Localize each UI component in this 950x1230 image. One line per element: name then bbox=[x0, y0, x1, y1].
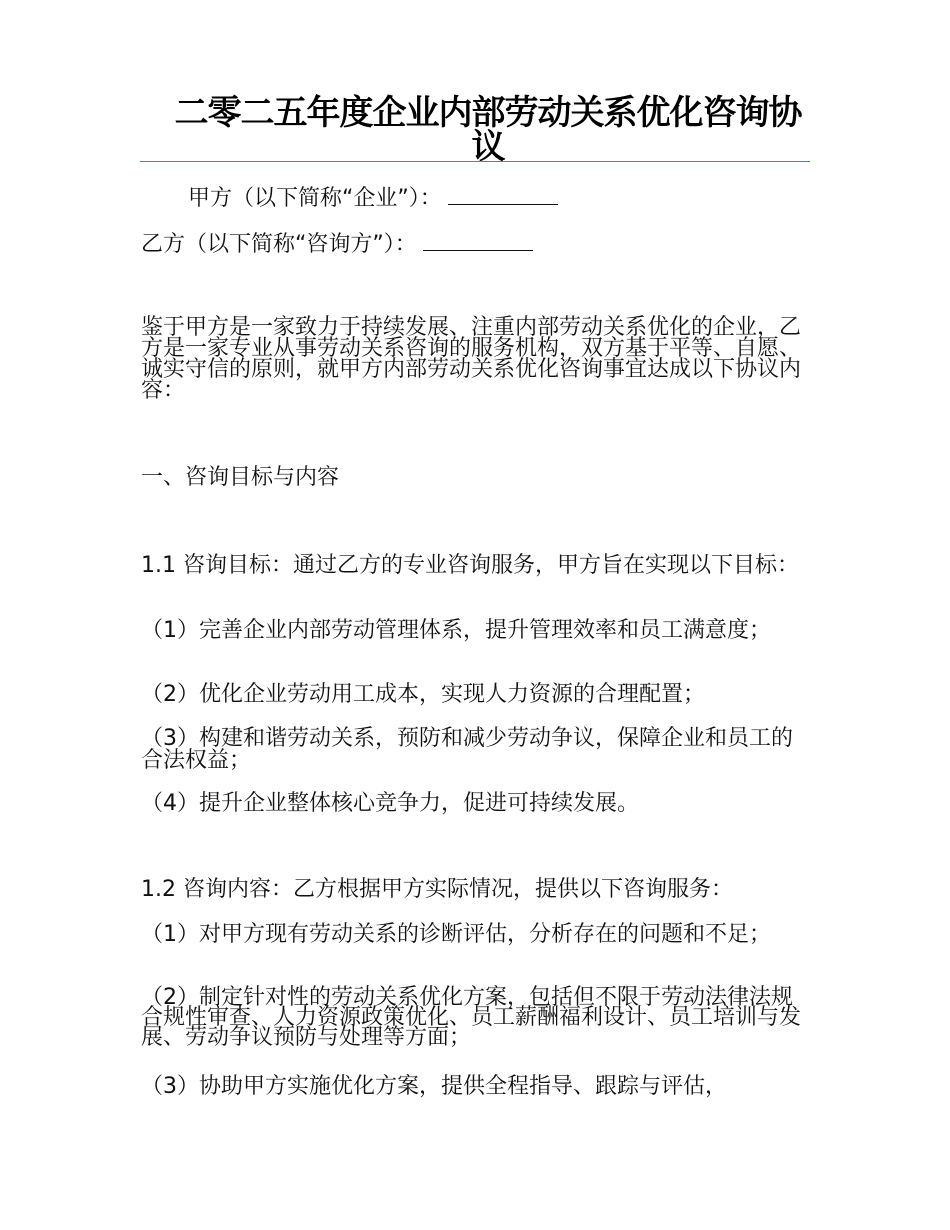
preamble-paragraph: 鉴于甲方是一家致力于持续发展、注重内部劳动关系优化的企业，乙方是一家专业从事劳动关系咨询的服务机构，双方基于平等、自愿、诚实守信的原则，就甲方内部劳动关系优化咨询事宜达成以下协议内容： bbox=[141, 315, 802, 403]
party-b-label: 乙方（以下简称“咨询方”）： bbox=[141, 232, 417, 257]
content-item-1: （1）对甲方现有劳动关系的诊断评估，分析存在的问题和不足； bbox=[141, 922, 771, 947]
party-a-line bbox=[188, 184, 860, 210]
goal-item-1: （1）完善企业内部劳动管理体系，提升管理效率和员工满意度； bbox=[141, 618, 771, 643]
party-b-blank bbox=[423, 230, 533, 251]
content-item-2: （2）制定针对性的劳动关系优化方案，包括但不限于劳动法律法规合规性审查、人力资源政策优化、员工薪酬福利设计、员工培训与发展、劳动争议预防与处理等方面； bbox=[141, 985, 802, 1050]
party-a-blank bbox=[448, 184, 558, 205]
content-item-3: （3）协助甲方实施优化方案，提供全程指导、跟踪与评估， bbox=[141, 1074, 727, 1099]
party-b-line bbox=[141, 230, 813, 256]
section-1-heading: 一、咨询目标与内容 bbox=[141, 465, 340, 490]
document-title: 二零二五年度企业内部劳动关系优化咨询协议 bbox=[174, 93, 802, 167]
title-underline bbox=[140, 161, 810, 162]
clause-1-2: 1.2 咨询内容：乙方根据甲方实际情况，提供以下咨询服务： bbox=[141, 877, 733, 902]
clause-1-1: 1.1 咨询目标：通过乙方的专业咨询服务，甲方旨在实现以下目标： bbox=[141, 553, 799, 578]
goal-item-2: （2）优化企业劳动用工成本，实现人力资源的合理配置； bbox=[141, 682, 705, 707]
goal-item-4: （4）提升企业整体核心竞争力，促进可持续发展。 bbox=[141, 791, 639, 816]
party-a-label: 甲方（以下简称“企业”）： bbox=[188, 186, 442, 211]
goal-item-3: （3）构建和谐劳动关系，预防和减少劳动争议，保障企业和员工的合法权益； bbox=[141, 726, 793, 773]
